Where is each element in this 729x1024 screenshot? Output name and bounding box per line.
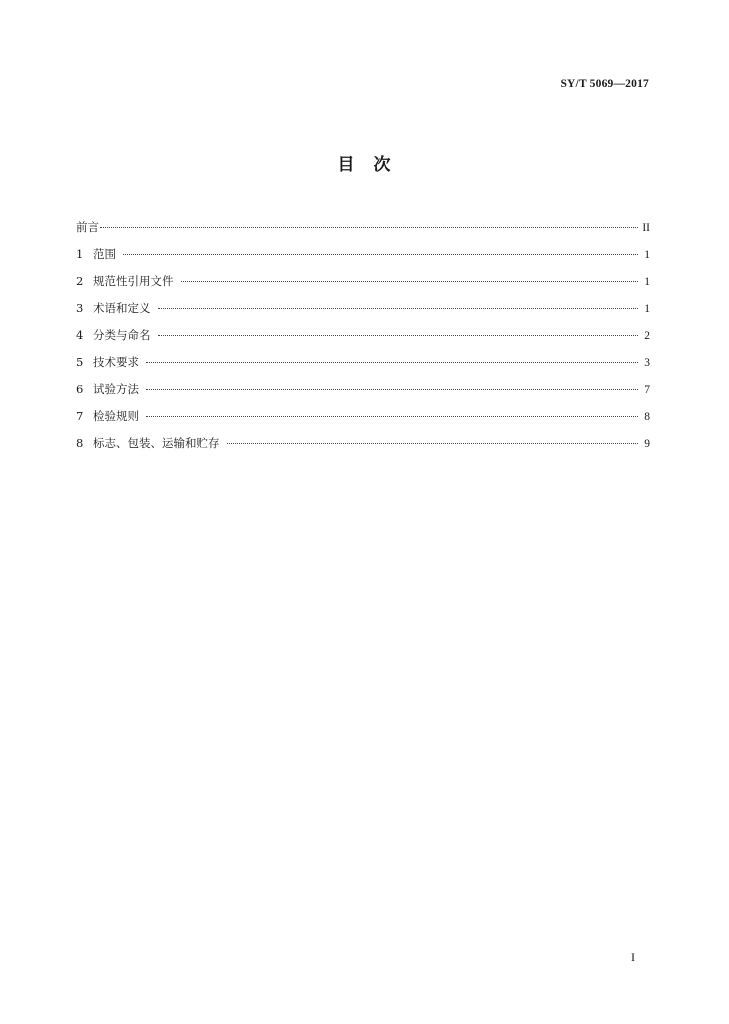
toc-entry-number: 5 <box>76 355 84 369</box>
dot-leader <box>158 335 639 336</box>
toc-entry-number: 7 <box>76 409 84 423</box>
toc-entry-page: 3 <box>644 357 650 369</box>
toc-entry-page: 1 <box>644 276 650 288</box>
dot-leader <box>123 254 638 255</box>
dot-leader <box>146 362 638 363</box>
toc-entry-label: 前言 <box>76 220 99 234</box>
toc-entry-page: 9 <box>644 438 650 450</box>
toc-entry-number: 1 <box>76 247 84 261</box>
toc-entry-number: 2 <box>76 274 84 288</box>
dot-leader <box>181 281 639 282</box>
toc-entry-4[interactable] <box>76 327 650 354</box>
standard-code: SY/T 5069—2017 <box>560 78 649 90</box>
toc-entry-number: 6 <box>76 382 84 396</box>
toc-entry-page: 1 <box>644 303 650 315</box>
toc-entry-3[interactable] <box>76 300 650 327</box>
dot-leader <box>158 308 639 309</box>
toc-entry-7[interactable] <box>76 408 650 435</box>
page-number: I <box>631 950 635 964</box>
toc-entry-label: 技术要求 <box>93 355 139 369</box>
dot-leader <box>227 443 639 444</box>
toc-entry-page: 8 <box>644 411 650 423</box>
toc-entry-label: 范围 <box>93 247 116 261</box>
toc-entry-label: 标志、包装、运输和贮存 <box>93 436 220 450</box>
toc-entry-label: 试验方法 <box>93 382 139 396</box>
dot-leader <box>146 416 638 417</box>
toc-entry-label: 术语和定义 <box>93 301 151 315</box>
dot-leader <box>146 389 638 390</box>
toc-entry-label: 检验规则 <box>93 409 139 423</box>
toc-entry-number: 3 <box>76 301 84 315</box>
toc-entry-page: 7 <box>644 384 650 396</box>
toc-entry-foreword[interactable] <box>76 219 650 246</box>
table-of-contents <box>76 219 650 462</box>
toc-entry-label: 分类与命名 <box>93 328 151 342</box>
toc-entry-page: 1 <box>644 249 650 261</box>
toc-entry-page: 2 <box>644 330 650 342</box>
toc-entry-1[interactable] <box>76 246 650 273</box>
toc-entry-5[interactable] <box>76 354 650 381</box>
page-title: 目 次 <box>337 155 392 175</box>
toc-entry-8[interactable] <box>76 435 650 462</box>
toc-entry-6[interactable] <box>76 381 650 408</box>
toc-entry-number: 4 <box>76 328 84 342</box>
toc-entry-page: II <box>642 222 650 234</box>
toc-entry-2[interactable] <box>76 273 650 300</box>
dot-leader <box>100 227 638 228</box>
toc-entry-label: 规范性引用文件 <box>93 274 174 288</box>
toc-entry-number: 8 <box>76 436 84 450</box>
